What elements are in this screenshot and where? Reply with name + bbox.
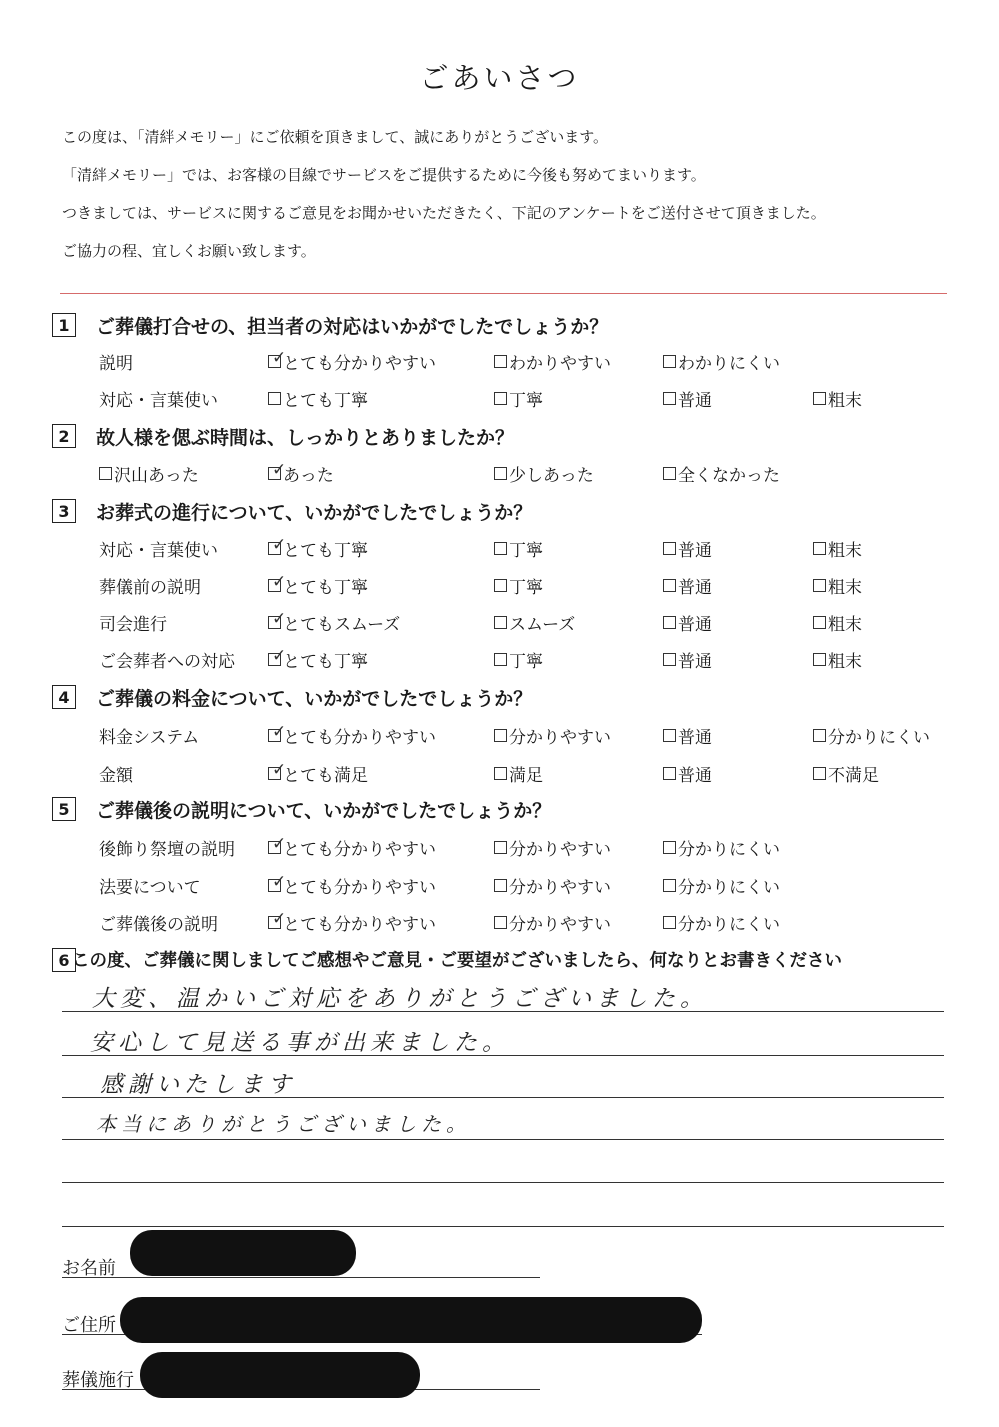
question-1-text: ご葬儀打合せの、担当者の対応はいかがでしたでしょうか？	[96, 316, 609, 338]
checkbox[interactable]	[663, 841, 676, 854]
answer-line	[62, 1139, 944, 1140]
option[interactable]	[663, 461, 780, 486]
checkbox[interactable]	[268, 609, 287, 629]
option[interactable]	[268, 349, 436, 374]
option-label: 粗末	[828, 615, 862, 635]
option[interactable]	[494, 647, 543, 672]
option[interactable]	[268, 573, 368, 598]
option[interactable]	[813, 610, 862, 635]
option-label: 丁寧	[509, 391, 543, 411]
handwritten-line-4: 本当にありがとうございました。	[96, 1112, 471, 1136]
option-label: 満足	[509, 766, 543, 786]
option[interactable]	[494, 761, 543, 786]
name-label: お名前	[62, 1258, 116, 1279]
option[interactable]	[494, 386, 543, 411]
checkbox[interactable]	[268, 872, 287, 892]
checkbox[interactable]	[494, 467, 507, 480]
option-label: 分かりやすい	[509, 915, 611, 935]
option[interactable]	[268, 910, 436, 935]
checkbox[interactable]	[494, 616, 507, 629]
option[interactable]	[663, 910, 780, 935]
checkbox[interactable]	[663, 467, 676, 480]
option-label: 分かりやすい	[509, 728, 611, 748]
option-label: とても丁寧	[283, 578, 368, 598]
answer-line	[62, 1226, 944, 1227]
option-label: 分かりにくい	[678, 840, 780, 860]
check-mark-icon: ✓	[272, 909, 287, 929]
checkbox[interactable]	[813, 392, 826, 405]
option[interactable]	[813, 723, 930, 748]
checkbox[interactable]	[663, 355, 676, 368]
option[interactable]	[268, 873, 436, 898]
check-mark-icon: ✓	[272, 535, 287, 555]
checkbox[interactable]	[268, 348, 287, 368]
checkbox[interactable]	[268, 572, 287, 592]
option-label: あった	[283, 466, 334, 486]
question-2-text: 故人様を偲ぶ時間は、しっかりとありましたか？	[96, 427, 515, 449]
option[interactable]	[494, 723, 611, 748]
option[interactable]	[663, 573, 712, 598]
option[interactable]	[268, 461, 334, 486]
checkbox[interactable]	[813, 616, 826, 629]
question-number-6: 6	[52, 948, 76, 972]
option-label: 丁寧	[509, 578, 543, 598]
question-4-text: ご葬儀の料金について、いかがでしたでしょうか？	[96, 688, 533, 710]
option-label: 全くなかった	[678, 466, 780, 486]
option-label: 丁寧	[509, 541, 543, 561]
question-number-5: 5	[52, 797, 76, 821]
answer-line	[62, 1182, 944, 1183]
option[interactable]	[663, 349, 780, 374]
option[interactable]	[494, 536, 543, 561]
row-label: ご会葬者への対応	[99, 652, 235, 672]
option-label: 普通	[678, 615, 712, 635]
checkbox[interactable]	[663, 392, 676, 405]
checkbox[interactable]	[494, 579, 507, 592]
option-label: 分かりにくい	[678, 915, 780, 935]
option[interactable]	[494, 835, 611, 860]
option[interactable]	[268, 835, 436, 860]
checkbox[interactable]	[494, 879, 507, 892]
option[interactable]	[813, 386, 862, 411]
checkbox[interactable]	[494, 355, 507, 368]
checkbox[interactable]	[268, 535, 287, 555]
option-label: とても分かりやすい	[283, 878, 436, 898]
row-label: 後飾り祭壇の説明	[99, 840, 235, 860]
intro-line-4: ご協力の程、宜しくお願い致します。	[62, 242, 316, 260]
option-label: 普通	[678, 728, 712, 748]
redacted-funeral	[140, 1352, 420, 1398]
handwritten-line-1: 大変、温かいご対応をありがとうございました。	[92, 986, 708, 1012]
option-label: 普通	[678, 652, 712, 672]
option-label: 普通	[678, 766, 712, 786]
option-label: 粗末	[828, 652, 862, 672]
question-3-text: お葬式の進行について、いかがでしたでしょうか？	[96, 502, 533, 524]
checkbox[interactable]	[663, 542, 676, 555]
option[interactable]	[663, 723, 712, 748]
checkbox[interactable]	[99, 467, 112, 480]
option[interactable]	[663, 610, 712, 635]
question-number-3: 3	[52, 499, 76, 523]
option-label: 粗末	[828, 391, 862, 411]
checkbox[interactable]	[813, 767, 826, 780]
option[interactable]	[268, 723, 436, 748]
option[interactable]	[813, 647, 862, 672]
option[interactable]	[663, 386, 712, 411]
checkbox[interactable]	[494, 767, 507, 780]
option[interactable]	[663, 873, 780, 898]
option-label: スムーズ	[509, 615, 576, 635]
checkbox[interactable]	[663, 879, 676, 892]
check-mark-icon: ✓	[272, 348, 287, 368]
funeral-label: 葬儀施行	[62, 1370, 134, 1391]
checkbox[interactable]	[663, 616, 676, 629]
option[interactable]	[494, 573, 543, 598]
row-label: 金額	[99, 766, 133, 786]
option-label: 沢山あった	[114, 466, 199, 486]
option-label: とても丁寧	[283, 652, 368, 672]
row-label: 対応・言葉使い	[99, 541, 218, 561]
redacted-name	[130, 1230, 356, 1276]
option[interactable]	[494, 610, 575, 635]
question-number-4: 4	[52, 685, 76, 709]
option[interactable]	[268, 610, 400, 635]
option-label: わかりにくい	[678, 354, 780, 374]
option-label: 粗末	[828, 578, 862, 598]
intro-line-3: つきましては、サービスに関するご意見をお聞かせいただきたく、下記のアンケートをご送付させて頂きました。	[62, 204, 826, 222]
option[interactable]	[663, 536, 712, 561]
option-label: わかりやすい	[509, 354, 611, 374]
checkbox[interactable]	[268, 909, 287, 929]
option-label: 分かりにくい	[828, 728, 930, 748]
intro-line-1: この度は、「清絆メモリー」にご依頼を頂きまして、誠にありがとうございます。	[62, 128, 609, 146]
divider	[60, 293, 947, 294]
check-mark-icon: ✓	[272, 572, 287, 592]
option-label: 粗末	[828, 541, 862, 561]
checkbox[interactable]	[663, 767, 676, 780]
option[interactable]	[268, 386, 368, 411]
option[interactable]	[663, 761, 712, 786]
checkbox[interactable]	[494, 653, 507, 666]
row-label: 司会進行	[99, 615, 167, 635]
row-label: 説明	[99, 354, 133, 374]
check-mark-icon: ✓	[272, 646, 287, 666]
option-label: とても分かりやすい	[283, 728, 436, 748]
handwritten-line-3: 感謝いたします	[100, 1072, 296, 1098]
intro-line-2: 「清絆メモリー」では、お客様の目線でサービスをご提供するために今後も努めてまいります。	[62, 166, 706, 184]
option[interactable]	[663, 835, 780, 860]
option[interactable]	[494, 461, 594, 486]
option[interactable]	[813, 536, 862, 561]
row-label: 葬儀前の説明	[99, 578, 201, 598]
option-label: 分かりやすい	[509, 878, 611, 898]
checkbox[interactable]	[268, 646, 287, 666]
row-label: ご葬儀後の説明	[99, 915, 218, 935]
option[interactable]	[813, 573, 862, 598]
option-label: とても分かりやすい	[283, 915, 436, 935]
option-label: 不満足	[828, 766, 879, 786]
option[interactable]	[99, 461, 199, 486]
check-mark-icon: ✓	[272, 609, 287, 629]
checkbox[interactable]	[813, 729, 826, 742]
option-label: とても丁寧	[283, 541, 368, 561]
question-5-text: ご葬儀後の説明について、いかがでしたでしょうか？	[96, 800, 552, 822]
checkbox[interactable]	[813, 542, 826, 555]
checkbox[interactable]	[494, 542, 507, 555]
checkbox[interactable]	[268, 392, 281, 405]
checkbox[interactable]	[663, 729, 676, 742]
row-label: 料金システム	[99, 728, 200, 748]
checkbox[interactable]	[494, 392, 507, 405]
check-mark-icon: ✓	[272, 460, 287, 480]
check-mark-icon: ✓	[272, 834, 287, 854]
page-title: ごあいさつ	[419, 61, 580, 95]
option[interactable]	[494, 873, 611, 898]
row-label: 対応・言葉使い	[99, 391, 218, 411]
checkbox[interactable]	[494, 841, 507, 854]
option[interactable]	[268, 647, 368, 672]
option-label: 丁寧	[509, 652, 543, 672]
checkbox[interactable]	[813, 579, 826, 592]
option[interactable]	[494, 349, 611, 374]
option-label: とてもスムーズ	[283, 615, 401, 635]
option-label: 普通	[678, 391, 712, 411]
checkbox[interactable]	[663, 579, 676, 592]
option-label: とても丁寧	[283, 391, 368, 411]
option[interactable]	[494, 910, 611, 935]
check-mark-icon: ✓	[272, 722, 287, 742]
option-label: とても満足	[283, 766, 368, 786]
checkbox[interactable]	[663, 916, 676, 929]
question-6-text: この度、ご葬儀に関しましてご感想やご意見・ご要望がございましたら、何なりとお書きください	[72, 951, 842, 971]
checkbox[interactable]	[494, 729, 507, 742]
checkbox[interactable]	[268, 834, 287, 854]
option-label: 普通	[678, 578, 712, 598]
checkbox[interactable]	[663, 653, 676, 666]
option-label: 普通	[678, 541, 712, 561]
checkbox[interactable]	[268, 460, 287, 480]
option[interactable]	[268, 536, 368, 561]
check-mark-icon: ✓	[272, 872, 287, 892]
option-label: とても分かりやすい	[283, 354, 436, 374]
question-number-1: 1	[52, 313, 76, 337]
checkbox[interactable]	[268, 722, 287, 742]
option[interactable]	[663, 647, 712, 672]
option-label: 分かりにくい	[678, 878, 780, 898]
name-line	[62, 1277, 540, 1278]
option[interactable]	[268, 761, 368, 786]
option-label: 少しあった	[509, 466, 594, 486]
option[interactable]	[813, 761, 879, 786]
row-label: 法要について	[99, 878, 201, 898]
checkbox[interactable]	[268, 760, 287, 780]
handwritten-line-2: 安心して見送る事が出来ました。	[90, 1030, 510, 1056]
question-number-2: 2	[52, 424, 76, 448]
checkbox[interactable]	[813, 653, 826, 666]
option-label: とても分かりやすい	[283, 840, 436, 860]
address-label: ご住所	[62, 1315, 116, 1336]
checkbox[interactable]	[494, 916, 507, 929]
redacted-address	[120, 1297, 702, 1343]
check-mark-icon: ✓	[272, 760, 287, 780]
option-label: 分かりやすい	[509, 840, 611, 860]
